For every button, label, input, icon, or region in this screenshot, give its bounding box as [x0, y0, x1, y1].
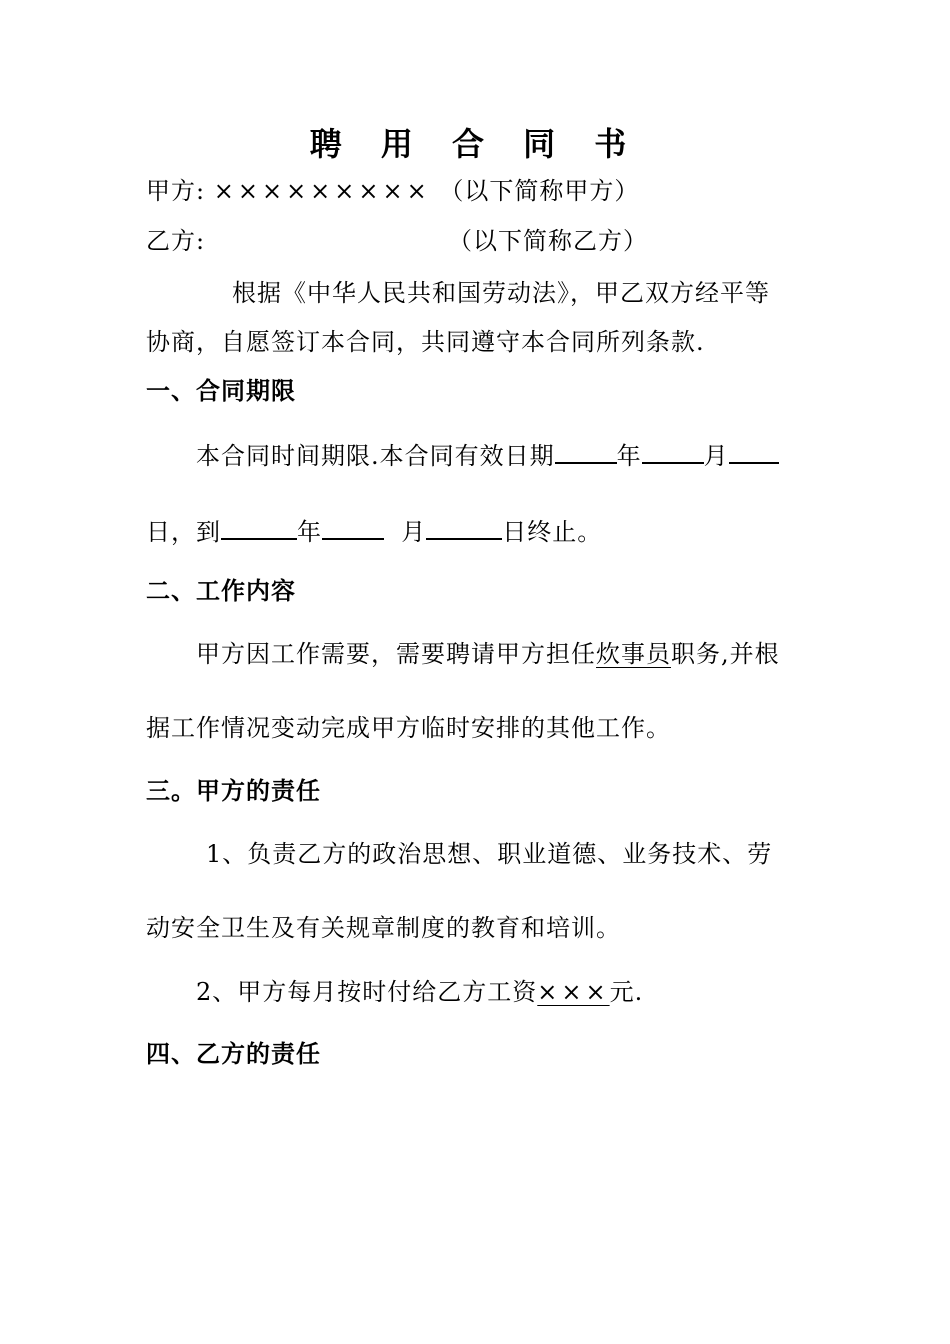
start-year-blank — [555, 438, 617, 464]
section-2-heading: 二、工作内容 — [146, 577, 296, 605]
start-day-blank — [729, 438, 779, 464]
section-1-text: 本合同时间期限.本合同有效日期 — [196, 442, 555, 470]
intro-line-1: 根据《中华人民共和国劳动法》，甲乙双方经平等 — [232, 279, 770, 307]
salary-text-post: 元. — [609, 978, 644, 1006]
section-2-line-2: 据工作情况变动完成甲方临时安排的其他工作。 — [146, 714, 671, 742]
party-b-label: 乙方: — [146, 227, 206, 255]
section-3-item-2 — [196, 977, 643, 1007]
section-3-heading: 三。甲方的责任 — [146, 777, 321, 805]
start-month-blank — [642, 438, 704, 464]
day-to-text: 日，到 — [146, 518, 221, 546]
party-a-label: 甲方: — [146, 177, 206, 205]
end-month-unit: 月 — [401, 518, 427, 546]
section-1-line-1 — [196, 438, 779, 471]
end-month-blank — [322, 514, 384, 540]
document-title: 聘 用 合 同 书 — [309, 125, 641, 163]
party-b-note: （以下简称乙方） — [448, 227, 648, 255]
party-a-name: ××××××××× — [213, 177, 431, 205]
end-year-unit: 年 — [297, 518, 322, 546]
party-a-line — [146, 176, 639, 206]
intro-line-2: 协商，自愿签订本合同，共同遵守本合同所列条款. — [146, 328, 705, 356]
section-3-item-1-line-2: 动安全卫生及有关规章制度的教育和培训。 — [146, 914, 621, 942]
section-1-heading: 一、合同期限 — [146, 377, 296, 405]
section-3-item-1-line-1: 1、负责乙方的政治思想、职业道德、业务技术、劳 — [206, 840, 773, 868]
job-position: 炊事员 — [596, 640, 671, 668]
salary-text-pre: 2、甲方每月按时付给乙方工资 — [196, 978, 538, 1006]
start-year-unit: 年 — [616, 442, 642, 470]
salary-amount: ××× — [537, 978, 610, 1006]
section-2-text-pre: 甲方因工作需要，需要聘请甲方担任 — [196, 640, 596, 668]
end-text: 日终止。 — [502, 518, 603, 546]
section-4-heading: 四、乙方的责任 — [146, 1040, 321, 1068]
section-2-line-1 — [196, 639, 780, 669]
section-2-text-post: 职务,并根 — [671, 640, 780, 668]
section-1-line-2 — [146, 514, 602, 547]
party-a-note: （以下简称甲方） — [439, 177, 640, 205]
end-year-blank — [221, 514, 297, 540]
start-month-unit: 月 — [703, 442, 729, 470]
end-day-blank — [426, 514, 502, 540]
